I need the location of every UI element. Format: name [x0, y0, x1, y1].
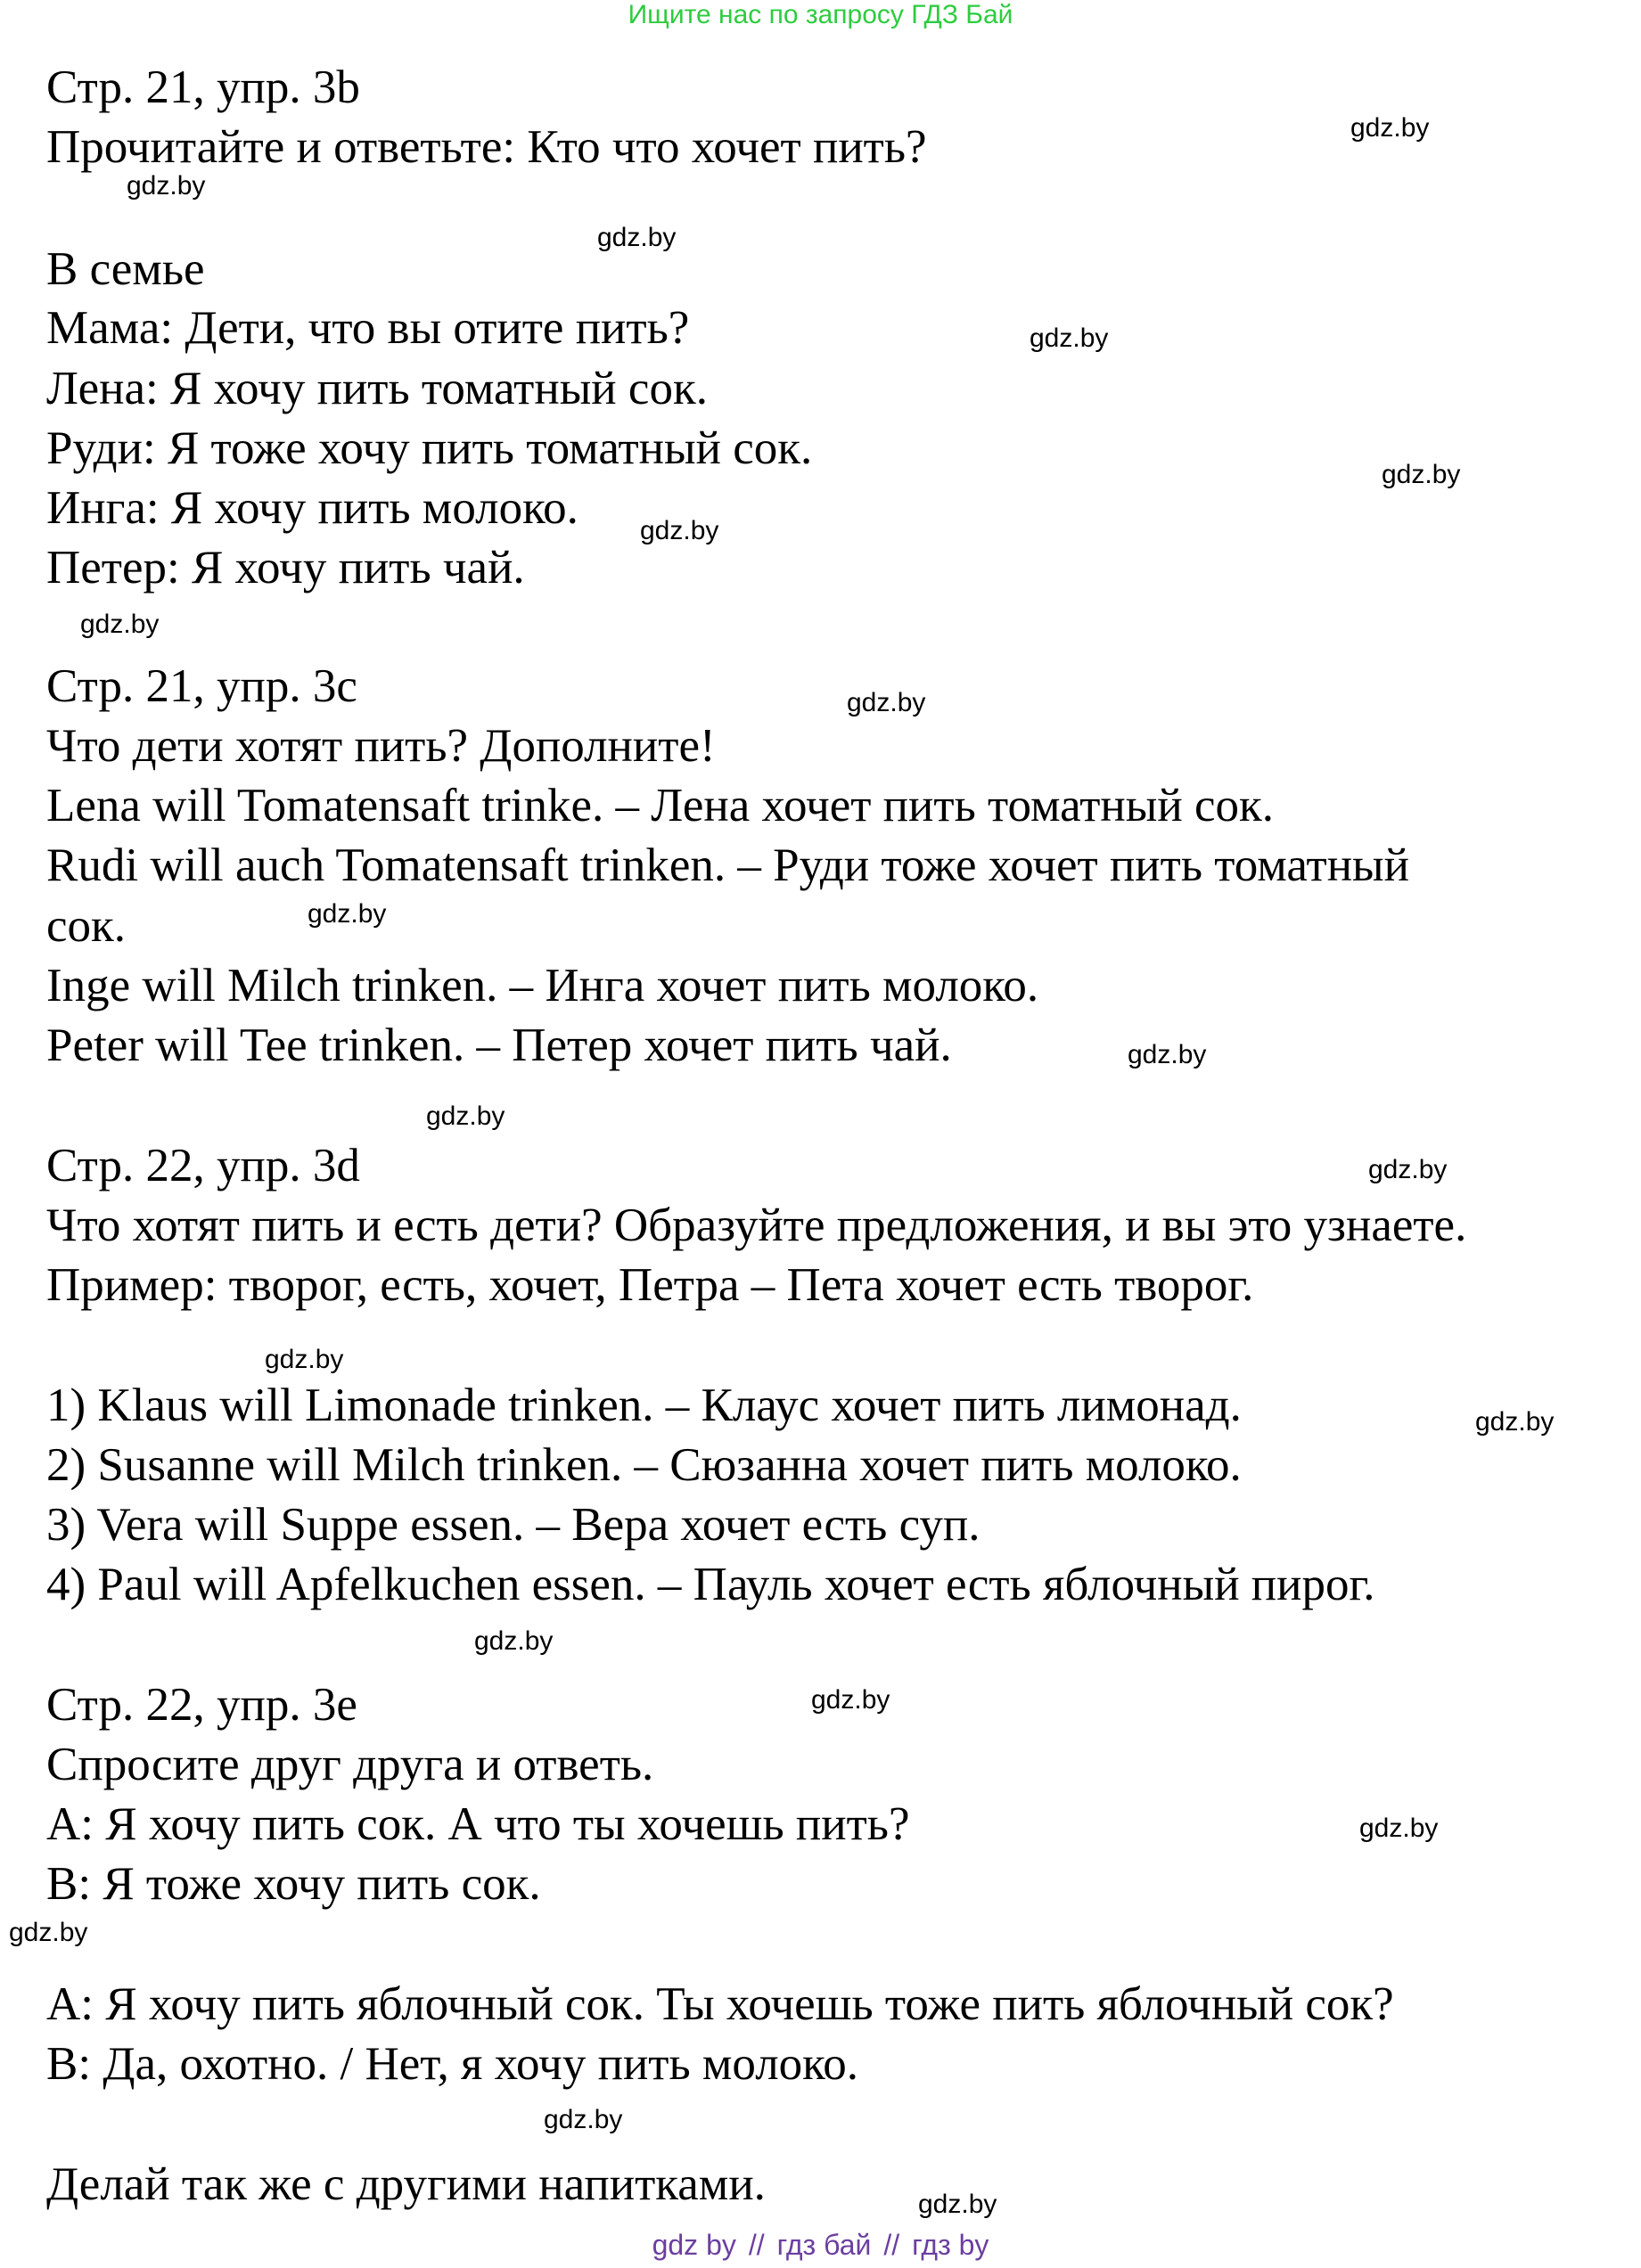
answer-line: Peter will Tee trinken. – Петер хочет пить чай.	[46, 1019, 952, 1071]
watermark: gdz.by	[1128, 1040, 1207, 1069]
answer-line: Inge will Milch trinken. – Инга хочет пить молоко.	[46, 960, 1039, 1011]
answer-line: сок.	[46, 900, 127, 952]
instruction-line: Прочитайте и ответьте: Кто что хочет пить?	[46, 121, 927, 173]
watermark: gdz.by	[1359, 1814, 1439, 1843]
watermark: gdz.by	[80, 610, 160, 639]
watermark: gdz.by	[127, 171, 206, 201]
answer-line: 2) Susanne will Milch trinken. – Сюзанна хочет пить молоко.	[46, 1439, 1242, 1491]
dialogue-line: В: Я тоже хочу пить сок.	[46, 1858, 541, 1910]
watermark: gdz.by	[9, 1918, 88, 1947]
instruction-line: Что дети хотят пить? Дополните!	[46, 720, 716, 772]
watermark: gdz.by	[811, 1685, 890, 1715]
watermark: gdz.by	[1350, 113, 1430, 143]
watermark: gdz.by	[1475, 1407, 1555, 1437]
watermark: gdz.by	[847, 688, 926, 717]
footer-separator: //	[748, 2229, 765, 2261]
watermark: gdz.by	[426, 1101, 505, 1131]
dialogue-line: В: Да, охотно. / Нет, я хочу пить молоко.	[46, 2038, 858, 2090]
watermark: gdz.by	[597, 223, 677, 252]
watermark: gdz.by	[1030, 323, 1109, 353]
answer-line: Lena will Tomatensaft trinke. – Лена хочет пить томатный сок.	[46, 780, 1275, 831]
footer-link[interactable]: gdz by	[652, 2229, 736, 2261]
exercise-heading-3b: Стр. 21, упр. 3b	[46, 61, 360, 113]
answer-line: Rudi will auch Tomatensaft trinken. – Руди тоже хочет пить томатный	[46, 839, 1410, 891]
watermark: gdz.by	[265, 1345, 344, 1374]
dialogue-line: Мама: Дети, что вы отите пить?	[46, 302, 690, 354]
dialogue-line: Петер: Я хочу пить чай.	[46, 542, 525, 594]
top-banner[interactable]: Ищите нас по запросу ГДЗ Бай	[628, 0, 1013, 29]
dialogue-line: Инга: Я хочу пить молоко.	[46, 482, 578, 534]
footer-link[interactable]: гдз бай	[776, 2229, 872, 2261]
dialogue-line: А: Я хочу пить сок. А что ты хочешь пить?	[46, 1798, 910, 1850]
dialogue-line: Лена: Я хочу пить томатный сок.	[46, 363, 708, 414]
footer-separator: //	[883, 2229, 900, 2261]
example-line: Пример: творог, есть, хочет, Петра – Пета хочет есть творог.	[46, 1259, 1254, 1311]
answer-line: 1) Klaus will Limonade trinken. – Клаус хочет пить лимонад.	[46, 1380, 1242, 1431]
watermark: gdz.by	[474, 1626, 554, 1656]
answer-line: 4) Paul will Apfelkuchen essen. – Пауль хочет есть яблочный пирог.	[46, 1559, 1375, 1610]
answer-line: 3) Vera will Suppe essen. – Вера хочет есть суп.	[46, 1499, 980, 1551]
watermark: gdz.by	[544, 2105, 623, 2134]
footer-link[interactable]: гдз by	[912, 2229, 989, 2261]
watermark: gdz.by	[918, 2190, 997, 2219]
watermark: gdz.by	[1382, 460, 1461, 489]
watermark: gdz.by	[308, 899, 387, 929]
footer-links	[0, 2229, 1641, 2261]
text-title: В семье	[46, 243, 205, 295]
exercise-heading-3c: Стр. 21, упр. 3c	[46, 660, 357, 712]
instruction-line: Спросите друг друга и ответь.	[46, 1739, 654, 1790]
dialogue-line: А: Я хочу пить яблочный сок. Ты хочешь тоже пить яблочный сок?	[46, 1978, 1394, 2030]
watermark: gdz.by	[640, 516, 719, 545]
instruction-line: Что хотят пить и есть дети? Образуйте предложения, и вы это узнаете.	[46, 1200, 1467, 1251]
dialogue-line: Руди: Я тоже хочу пить томатный сок.	[46, 422, 813, 474]
watermark: gdz.by	[1368, 1155, 1448, 1184]
exercise-heading-3e: Стр. 22, упр. 3e	[46, 1679, 357, 1731]
exercise-heading-3d: Стр. 22, упр. 3d	[46, 1140, 360, 1191]
closing-line: Делай так же с другими напитками.	[46, 2158, 766, 2210]
